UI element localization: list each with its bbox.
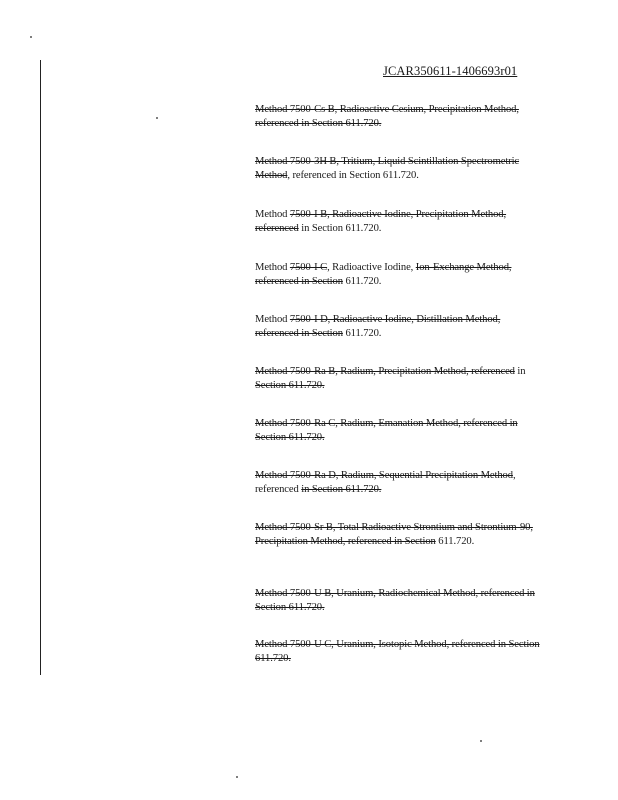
left-margin-mark	[40, 60, 41, 675]
scan-speck	[480, 740, 482, 742]
scan-speck	[30, 36, 32, 38]
retained-text: Method	[255, 314, 290, 325]
retained-text: , referenced	[255, 470, 516, 495]
struck-text: Method 7500-Ra D, Radium, Sequential Precipitation Method	[255, 470, 513, 481]
retained-text: , referenced in Section 611.720.	[287, 170, 419, 181]
struck-text: Method 7500-Cs B, Radioactive Cesium, Precipitation Method, referenced in Section 611.720.	[255, 104, 519, 129]
struck-text: Method 7500-U C, Uranium, Isotopic Method, referenced in Section 611.720.	[255, 639, 540, 664]
retained-text: 611.720.	[435, 536, 475, 547]
retained-text: 611.720.	[342, 328, 382, 339]
struck-text: in Section 611.720.	[301, 484, 382, 495]
scan-speck	[236, 776, 238, 778]
method-entry-2	[255, 155, 545, 183]
method-entry-9	[255, 521, 545, 549]
struck-text: Ion-Exchange Method, referenced in Section	[255, 262, 512, 287]
document-id: JCAR350611-1406693r01	[383, 64, 518, 78]
method-entry-8	[255, 469, 545, 497]
retained-text: in	[514, 366, 526, 377]
method-entry-7	[255, 417, 545, 445]
struck-text: Method 7500-Ra B, Radium, Precipitation Method, referenced	[255, 366, 515, 377]
method-entry-4	[255, 261, 545, 289]
method-entry-1	[255, 103, 545, 131]
method-entry-10	[255, 587, 545, 615]
struck-text: 7500-I C	[289, 262, 328, 273]
struck-text: Method 7500-Sr B, Total Radioactive Strontium and Strontium-90, Precipitation Method, referenced in Section	[255, 522, 533, 547]
struck-text: Method 7500-Ra C, Radium, Emanation Method, referenced in Section 611.720.	[255, 418, 518, 443]
method-entry-3	[255, 208, 545, 236]
struck-text: 7500-I B, Radioactive Iodine, Precipitation Method, referenced	[255, 209, 507, 234]
retained-text: Method	[255, 262, 290, 273]
retained-text: , Radioactive Iodine,	[327, 262, 416, 273]
struck-text: Method 7500-	[255, 156, 315, 167]
struck-text: Method 7500-U B, Uranium, Radiochemical Method, referenced in Section 611.720.	[255, 588, 535, 613]
struck-text: 3H B, Tritium, Liquid Scintillation Spectrometric Method	[255, 156, 520, 181]
struck-text: Section 611.720.	[255, 380, 325, 391]
retained-text: 611.720.	[342, 276, 382, 287]
struck-text: 7500-I D, Radioactive Iodine, Distillation Method, referenced in Section	[255, 314, 501, 339]
scan-speck	[156, 117, 158, 119]
method-entry-6	[255, 365, 545, 393]
retained-text: in Section 611.720.	[298, 223, 382, 234]
method-entry-11	[255, 638, 545, 666]
retained-text: Method	[255, 209, 290, 220]
method-entry-5	[255, 313, 545, 341]
